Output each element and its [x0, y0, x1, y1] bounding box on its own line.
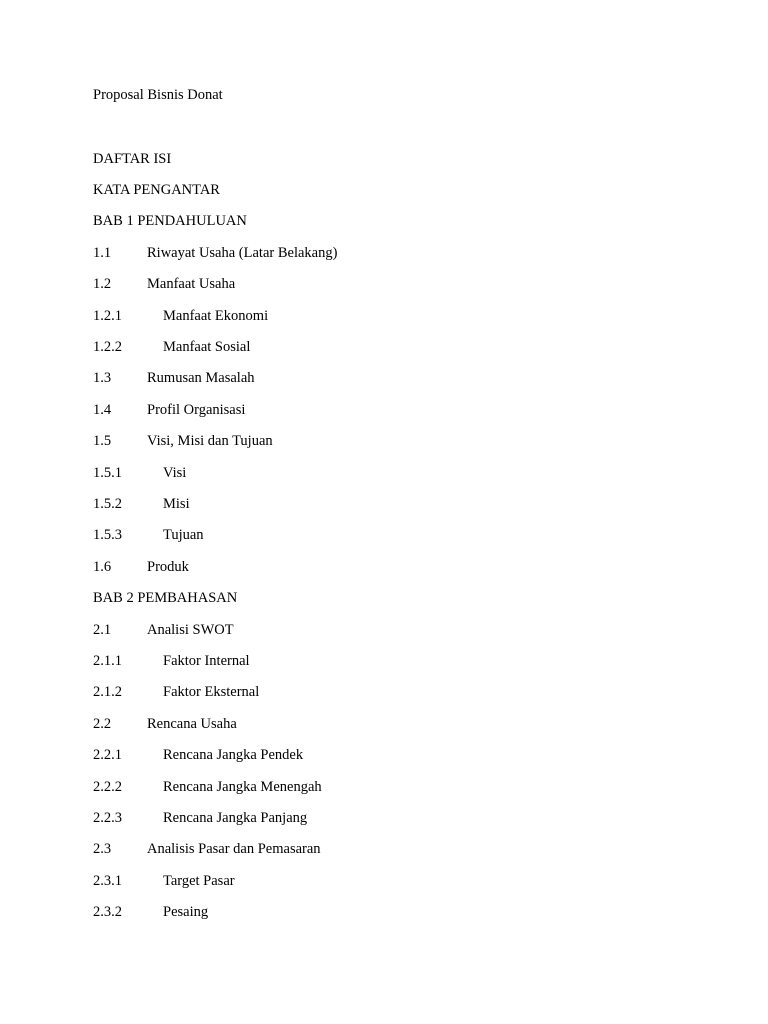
- toc-entry-label: Tujuan: [163, 527, 204, 544]
- toc-entry-number: 2.1.1: [93, 653, 122, 669]
- toc-entry-label: Rencana Jangka Menengah: [163, 778, 322, 795]
- toc-entry-label: Manfaat Usaha: [147, 276, 236, 293]
- toc-entry-number: 1.6: [93, 558, 112, 575]
- toc-entry: [93, 212, 247, 230]
- toc-entry-number: 1.1: [93, 244, 112, 261]
- toc-entry-label: Misi: [163, 496, 190, 512]
- toc-entry-number: 2.2.3: [93, 810, 122, 826]
- toc-entry-label: BAB 2 PEMBAHASAN: [93, 590, 238, 607]
- toc-entry-number: 1.5.1: [93, 464, 122, 481]
- toc-entry-number: 1.5.3: [93, 527, 122, 544]
- toc-heading: DAFTAR ISI: [93, 151, 172, 167]
- toc-entry-number: 1.2.2: [93, 339, 122, 355]
- toc-entry: [93, 181, 220, 199]
- toc-entry-label: Rencana Usaha: [147, 715, 237, 732]
- toc-entry-label: Rencana Jangka Pendek: [163, 747, 304, 764]
- toc-entry-label: Analisi SWOT: [147, 621, 234, 638]
- toc-entry-label: Manfaat Sosial: [163, 339, 251, 355]
- toc-entry-number: 2.1: [93, 621, 112, 638]
- toc-entry-number: 2.3.2: [93, 904, 122, 921]
- toc-entry-number: 2.2.1: [93, 747, 122, 764]
- toc-entry-number: 1.2: [93, 276, 112, 293]
- toc-entry-number: 2.3: [93, 841, 112, 858]
- toc-entry-label: Visi: [163, 464, 187, 481]
- toc-entry-label: Faktor Internal: [163, 653, 250, 669]
- toc-entry-number: 2.1.2: [93, 684, 122, 701]
- toc-entry-label: Faktor Eksternal: [163, 684, 260, 701]
- toc-entry-number: 2.2: [93, 715, 112, 732]
- toc-entry-label: Profil Organisasi: [147, 401, 246, 418]
- toc-entry-label: Visi, Misi dan Tujuan: [147, 433, 273, 450]
- toc-entry-number: 1.3: [93, 370, 112, 387]
- toc-entry-label: KATA PENGANTAR: [93, 182, 220, 198]
- toc-entry-label: Target Pasar: [163, 872, 235, 889]
- toc-entry-label: Rencana Jangka Panjang: [163, 810, 308, 826]
- toc-entry-number: 1.5.2: [93, 496, 122, 512]
- toc-entry: [93, 589, 237, 607]
- toc-entry-number: 1.2.1: [93, 307, 122, 324]
- toc-entry-label: Produk: [147, 558, 189, 575]
- toc-entry-label: Riwayat Usaha (Latar Belakang): [147, 244, 338, 261]
- toc-entry-label: Pesaing: [163, 904, 209, 921]
- document-title: Proposal Bisnis Donat: [93, 87, 223, 103]
- toc-entry-number: 2.3.1: [93, 872, 122, 889]
- toc-entry-number: 1.5: [93, 433, 112, 450]
- toc-entry-number: 2.2.2: [93, 778, 122, 795]
- toc-entry-label: BAB 1 PENDAHULUAN: [93, 213, 247, 230]
- toc-entry-number: 1.4: [93, 401, 112, 418]
- toc-entry-label: Manfaat Ekonomi: [163, 307, 269, 324]
- toc-entry-label: Rumusan Masalah: [147, 370, 255, 387]
- toc-entry-label: Analisis Pasar dan Pemasaran: [147, 841, 321, 858]
